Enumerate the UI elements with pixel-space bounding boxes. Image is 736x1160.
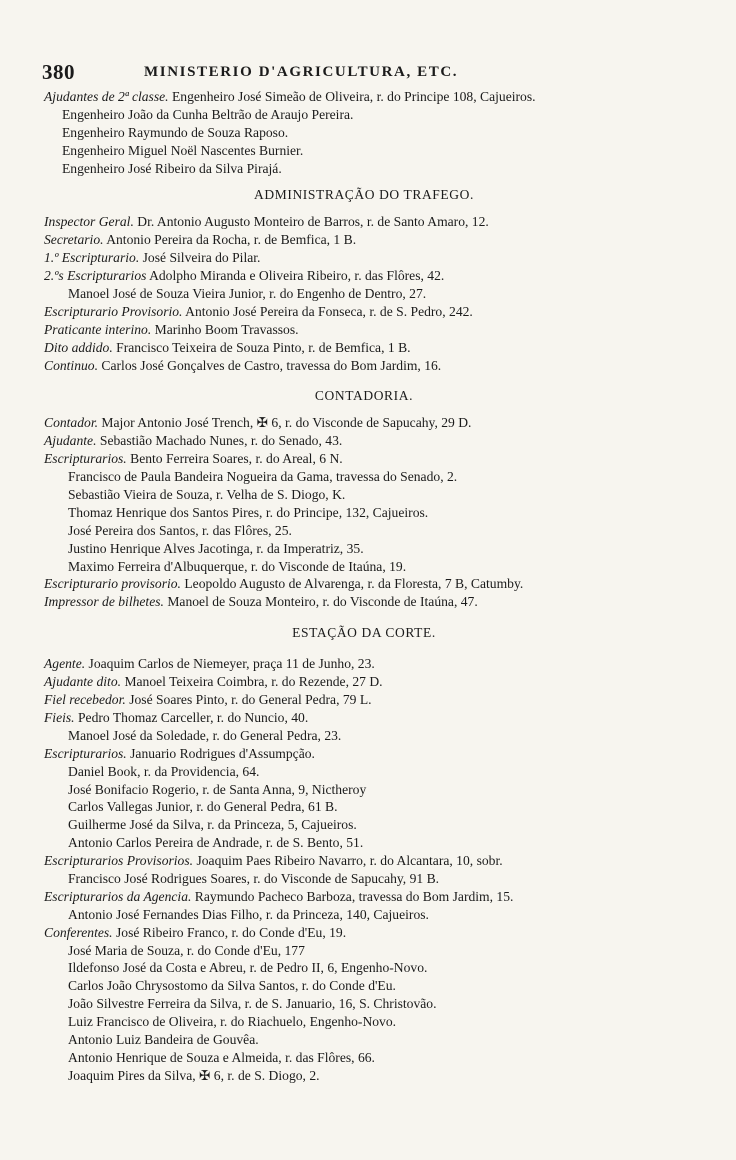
page <box>44 60 684 1085</box>
entry-text: José Maria de Souza, r. do Conde d'Eu, 177 <box>68 942 305 958</box>
entry-label: Contador. <box>44 415 99 431</box>
entry-text: Francisco de Paula Bandeira Nogueira da Gama, travessa do Senado, 2. <box>68 469 458 485</box>
trafego-list <box>44 213 684 374</box>
entry-line <box>44 870 684 888</box>
entry-text: José Ribeiro Franco, r. do Conde d'Eu, 19. <box>116 924 347 940</box>
entry-text: Leopoldo Augusto de Alvarenga, r. da Floresta, 7 B, Catumby. <box>184 576 524 592</box>
entry-text: Januario Rodrigues d'Assumpção. <box>130 745 315 761</box>
entry-line <box>44 504 684 522</box>
entry-label: Fieis. <box>44 709 75 725</box>
list-item: Engenheiro João da Cunha Beltrão de Araujo Pereira. <box>62 106 354 122</box>
entry-text: Manoel Teixeira Coimbra, r. do Rezende, 27 D. <box>124 674 383 690</box>
entry-text: Pedro Thomaz Carceller, r. do Nuncio, 40. <box>78 709 309 725</box>
entry-line <box>44 486 684 504</box>
entry-label: Conferentes. <box>44 924 113 940</box>
entry-line <box>44 888 684 906</box>
entry-line <box>44 432 684 450</box>
entry-label: Inspector Geral. <box>44 214 134 230</box>
entry-line <box>44 303 684 321</box>
entry-text: Manoel de Souza Monteiro, r. do Visconde de Itaúna, 47. <box>167 594 478 610</box>
list-item: Engenheiro Miguel Noël Nascentes Burnier. <box>62 142 304 158</box>
entry-label: Escripturarios. <box>44 451 127 467</box>
entry-text: Ildefonso José da Costa e Abreu, r. de Pedro II, 6, Engenho-Novo. <box>68 960 428 976</box>
entry-label: Escripturarios da Agencia. <box>44 888 192 904</box>
list-item: Engenheiro José Ribeiro da Silva Pirajá. <box>62 160 282 176</box>
entry-line <box>44 745 684 763</box>
entry-line <box>44 709 684 727</box>
entry-line <box>44 906 684 924</box>
entry-text: Francisco José Rodrigues Soares, r. do Visconde de Sapucahy, 91 B. <box>68 870 440 886</box>
entry-line <box>44 1067 684 1085</box>
entry-line <box>44 249 684 267</box>
entry-line <box>44 450 684 468</box>
list-item: Engenheiro Raymundo de Souza Raposo. <box>62 124 289 140</box>
entry-line <box>44 414 684 432</box>
corte-list <box>44 655 684 1084</box>
entry-text: Joaquim Carlos de Niemeyer, praça 11 de Junho, 23. <box>88 656 375 672</box>
page-number: 380 <box>42 60 75 84</box>
entry-text: Raymundo Pacheco Barboza, travessa do Bom Jardim, 15. <box>194 888 514 904</box>
entry-text: José Silveira do Pilar. <box>142 250 261 266</box>
entry-text: Maximo Ferreira d'Albuquerque, r. do Visconde de Itaúna, 19. <box>68 558 407 574</box>
entry-text: José Pereira dos Santos, r. das Flôres, 25. <box>68 522 292 538</box>
entry-line <box>44 558 684 576</box>
entry-label: Dito addido. <box>44 339 113 355</box>
entry-line <box>44 593 684 611</box>
entry-line <box>44 995 684 1013</box>
entry-text: Carlos Vallegas Junior, r. do General Pedra, 61 B. <box>68 799 338 815</box>
entry-label: Praticante interino. <box>44 321 152 337</box>
entry-text: Guilherme José da Silva, r. da Princeza, 5, Cajueiros. <box>68 817 357 833</box>
entry-label: Escripturarios Provisorios. <box>44 853 194 869</box>
entry-label: 1.º Escripturario. <box>44 250 140 266</box>
entry-text: Major Antonio José Trench, ✠ 6, r. do Visconde de Sapucahy, 29 D. <box>101 415 472 431</box>
contadoria-list <box>44 414 684 611</box>
entry-text: Bento Ferreira Soares, r. do Areal, 6 N. <box>130 451 343 467</box>
page-header <box>44 60 684 88</box>
entry-line <box>44 834 684 852</box>
entry-label: Continuo. <box>44 357 99 373</box>
entry-text: João Silvestre Ferreira da Silva, r. de S. Januario, 16, S. Christovão. <box>68 996 437 1012</box>
entry-text: Dr. Antonio Augusto Monteiro de Barros, r. de Santo Amaro, 12. <box>137 214 489 230</box>
entry-ajudantes <box>44 88 684 106</box>
entry-text: Daniel Book, r. da Providencia, 64. <box>68 763 260 779</box>
entry-text: Marinho Boom Travassos. <box>154 321 299 337</box>
ajudantes-list <box>44 106 684 178</box>
entry-label: Impressor de bilhetes. <box>44 594 164 610</box>
entry-line <box>44 1013 684 1031</box>
entry-label: Escripturarios. <box>44 745 127 761</box>
entry-label: Ajudante. <box>44 433 97 449</box>
entry-text: Francisco Teixeira de Souza Pinto, r. de Bemfica, 1 B. <box>116 339 411 355</box>
entry-text: Justino Henrique Alves Jacotinga, r. da Imperatriz, 35. <box>68 540 364 556</box>
entry-line <box>44 357 684 375</box>
entry-text: Antonio Pereira da Rocha, r. de Bemfica, 1 B. <box>106 232 357 248</box>
entry-label: Agente. <box>44 656 86 672</box>
entry-line <box>44 655 684 673</box>
entry-line <box>44 285 684 303</box>
entry-line <box>44 924 684 942</box>
entry-text: Thomaz Henrique dos Santos Pires, r. do Principe, 132, Cajueiros. <box>68 504 429 520</box>
entry-text: Antonio Luiz Bandeira de Gouvêa. <box>68 1031 259 1047</box>
entry-text: Carlos João Chrysostomo da Silva Santos, r. do Conde d'Eu. <box>68 978 396 994</box>
entry-text: José Bonifacio Rogerio, r. de Santa Anna, 9, Nictheroy <box>68 781 367 797</box>
entry-label: Fiel recebedor. <box>44 692 126 708</box>
entry-line <box>44 267 684 285</box>
entry-label: 2.ºs Escripturarios <box>44 268 147 284</box>
entry-text: Luiz Francisco de Oliveira, r. do Riachuelo, Engenho-Novo. <box>68 1014 397 1030</box>
entry-line <box>44 468 684 486</box>
entry-text: Carlos José Gonçalves de Castro, travessa do Bom Jardim, 16. <box>101 357 442 373</box>
entry-line <box>44 763 684 781</box>
entry-line <box>44 213 684 231</box>
entry-line <box>44 522 684 540</box>
entry-label: Escripturario provisorio. <box>44 576 181 592</box>
section-heading-corte: ESTAÇÃO DA CORTE. <box>292 625 436 641</box>
entry-text: Sebastião Vieira de Souza, r. Velha de S. Diogo, K. <box>68 487 346 503</box>
entry-text: Joaquim Paes Ribeiro Navarro, r. do Alcantara, 10, sobr. <box>196 853 503 869</box>
entry-label: Ajudantes de 2ª classe. <box>44 89 169 104</box>
entry-line <box>44 727 684 745</box>
entry-line <box>44 540 684 558</box>
entry-text: Antonio Carlos Pereira de Andrade, r. de S. Bento, 51. <box>68 835 364 851</box>
entry-line <box>44 959 684 977</box>
entry-line <box>44 781 684 799</box>
entry-text: Adolpho Miranda e Oliveira Ribeiro, r. das Flôres, 42. <box>149 268 445 284</box>
section-heading-contadoria: CONTADORIA. <box>314 388 414 404</box>
entry-line <box>44 798 684 816</box>
entry-text: Antonio José Fernandes Dias Filho, r. da Princeza, 140, Cajueiros. <box>68 906 429 922</box>
entry-line <box>44 691 684 709</box>
entry-line <box>44 816 684 834</box>
entry-line <box>44 942 684 960</box>
entry-text: Sebastião Machado Nunes, r. do Senado, 43. <box>99 433 343 449</box>
entry-text: Antonio Henrique de Souza e Almeida, r. das Flôres, 66. <box>68 1049 375 1065</box>
entry-line <box>44 321 684 339</box>
entry-line <box>44 977 684 995</box>
entry-text: Engenheiro José Simeão de Oliveira, r. do Principe 108, Cajueiros. <box>171 89 536 104</box>
entry-label: Secretario. <box>44 232 104 248</box>
section-heading-trafego: ADMINISTRAÇÃO DO TRAFEGO. <box>254 187 474 203</box>
entry-line <box>44 673 684 691</box>
entry-text: Antonio José Pereira da Fonseca, r. de S. Pedro, 242. <box>185 303 473 319</box>
entry-line <box>44 1049 684 1067</box>
entry-line <box>44 339 684 357</box>
entry-label: Ajudante dito. <box>44 674 122 690</box>
entry-label: Escripturario Provisorio. <box>44 303 183 319</box>
entry-line <box>44 852 684 870</box>
entry-line <box>44 231 684 249</box>
running-title: MINISTERIO D'AGRICULTURA, ETC. <box>144 64 459 80</box>
entry-line <box>44 575 684 593</box>
entry-text: Manoel José da Soledade, r. do General Pedra, 23. <box>68 727 342 743</box>
entry-line <box>44 1031 684 1049</box>
entry-text: Joaquim Pires da Silva, ✠ 6, r. de S. Diogo, 2. <box>68 1067 320 1083</box>
entry-text: José Soares Pinto, r. do General Pedra, 79 L. <box>129 692 372 708</box>
entry-text: Manoel José de Souza Vieira Junior, r. do Engenho de Dentro, 27. <box>68 286 427 302</box>
